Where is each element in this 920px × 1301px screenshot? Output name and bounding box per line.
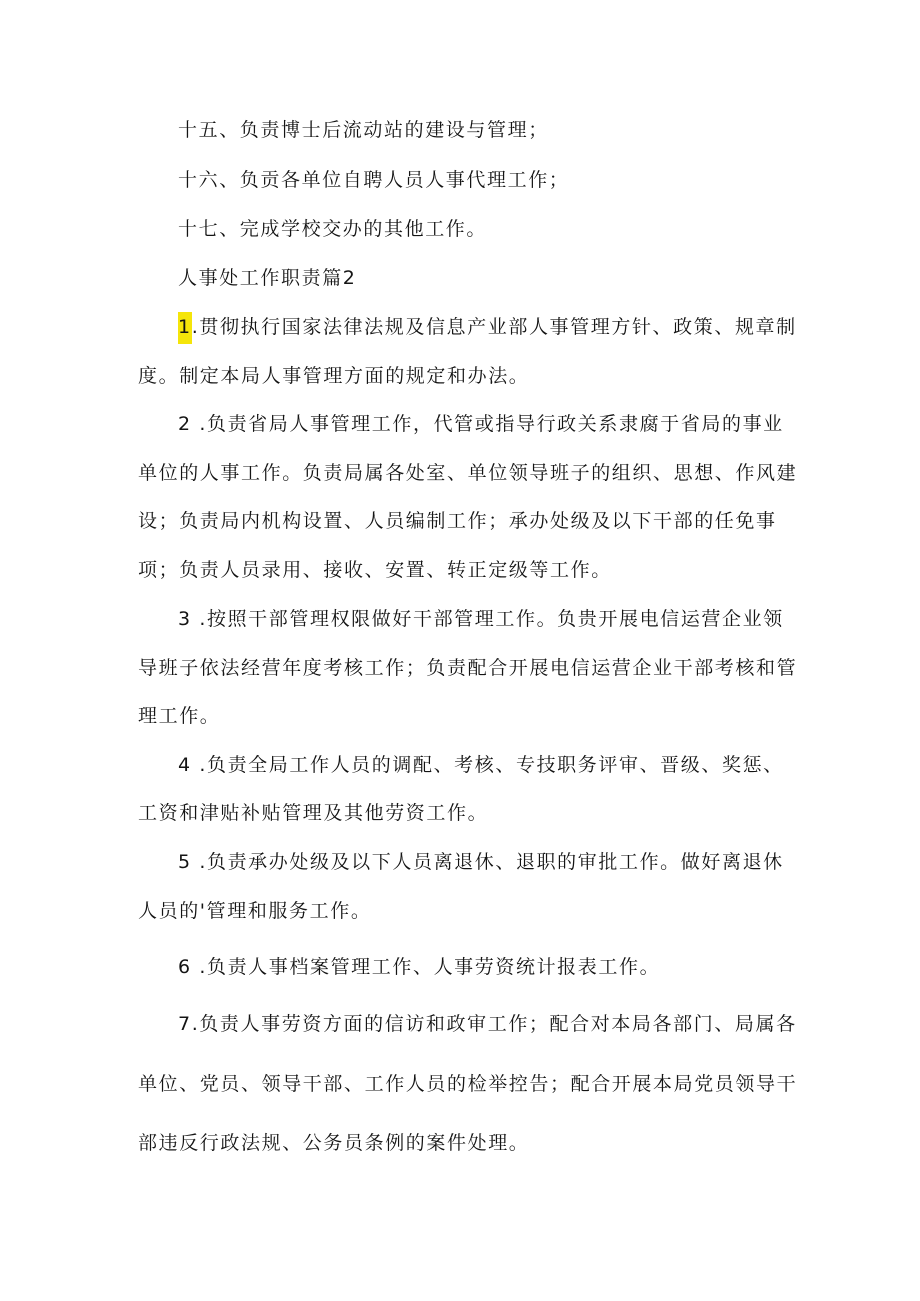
text-line: 2 .负责省局人事管理工作，代管或指导行政关系隶腐于省局的事业: [178, 413, 784, 435]
text-line: 5 .负责承办处级及以下人员离退休、退职的审批工作。做好离退休: [178, 851, 784, 873]
text-line: 理工作。: [138, 705, 221, 727]
text-line: 人员的'管理和服务工作。: [138, 900, 372, 922]
text-line: 单位、党员、领导干部、工作人员的检举控告；配合开展本局党员领导干: [138, 1073, 798, 1095]
highlight-marker: 1: [178, 312, 192, 344]
text-line: 单位的人事工作。负责局属各处室、单位领导班子的组织、思想、作风建: [138, 462, 798, 484]
text-line: 十五、负责博士后流动站的建设与管理；: [178, 119, 549, 141]
text-line: 导班子依法经营年度考核工作；负责配合开展电信运营企业干部考核和管: [138, 657, 798, 679]
text-line: 3 .按照干部管理权限做好干部管理工作。负贵开展电信运营企业领: [178, 608, 784, 630]
text-line: 4 .负责全局工作人员的调配、考核、专技职务评审、晋级、奖惩、: [178, 754, 784, 776]
text-line: 度。制定本局人事管理方面的规定和办法。: [138, 365, 530, 387]
text-line-highlighted: [178, 313, 797, 341]
text-line: 设；负责局内机构设置、人员编制工作；承办处级及以下干部的任免事: [138, 510, 777, 532]
text-line: 6 .负责人事档案管理工作、人事劳资统计报表工作。: [178, 956, 661, 978]
text-line: 十七、完成学校交办的其他工作。: [178, 218, 488, 240]
text-line: 7.负责人事劳资方面的信访和政审工作；配合对本局各部门、局属各: [178, 1013, 797, 1035]
text-line: 部违反行政法规、公务员条例的案件处理。: [138, 1132, 530, 1154]
text-line: 工资和津贴补贴管理及其他劳资工作。: [138, 802, 489, 824]
text-line: 项；负责人员录用、接收、安置、转正定级等工作。: [138, 559, 612, 581]
text-line: 十六、负贡各单位自聘人员人事代理工作；: [178, 169, 570, 191]
highlight-rest: .贯彻执行国家法律法规及信息产业部人事管理方针、政策、规章制: [191, 316, 797, 338]
section-heading: 人事处工作职责篇2: [178, 267, 357, 289]
